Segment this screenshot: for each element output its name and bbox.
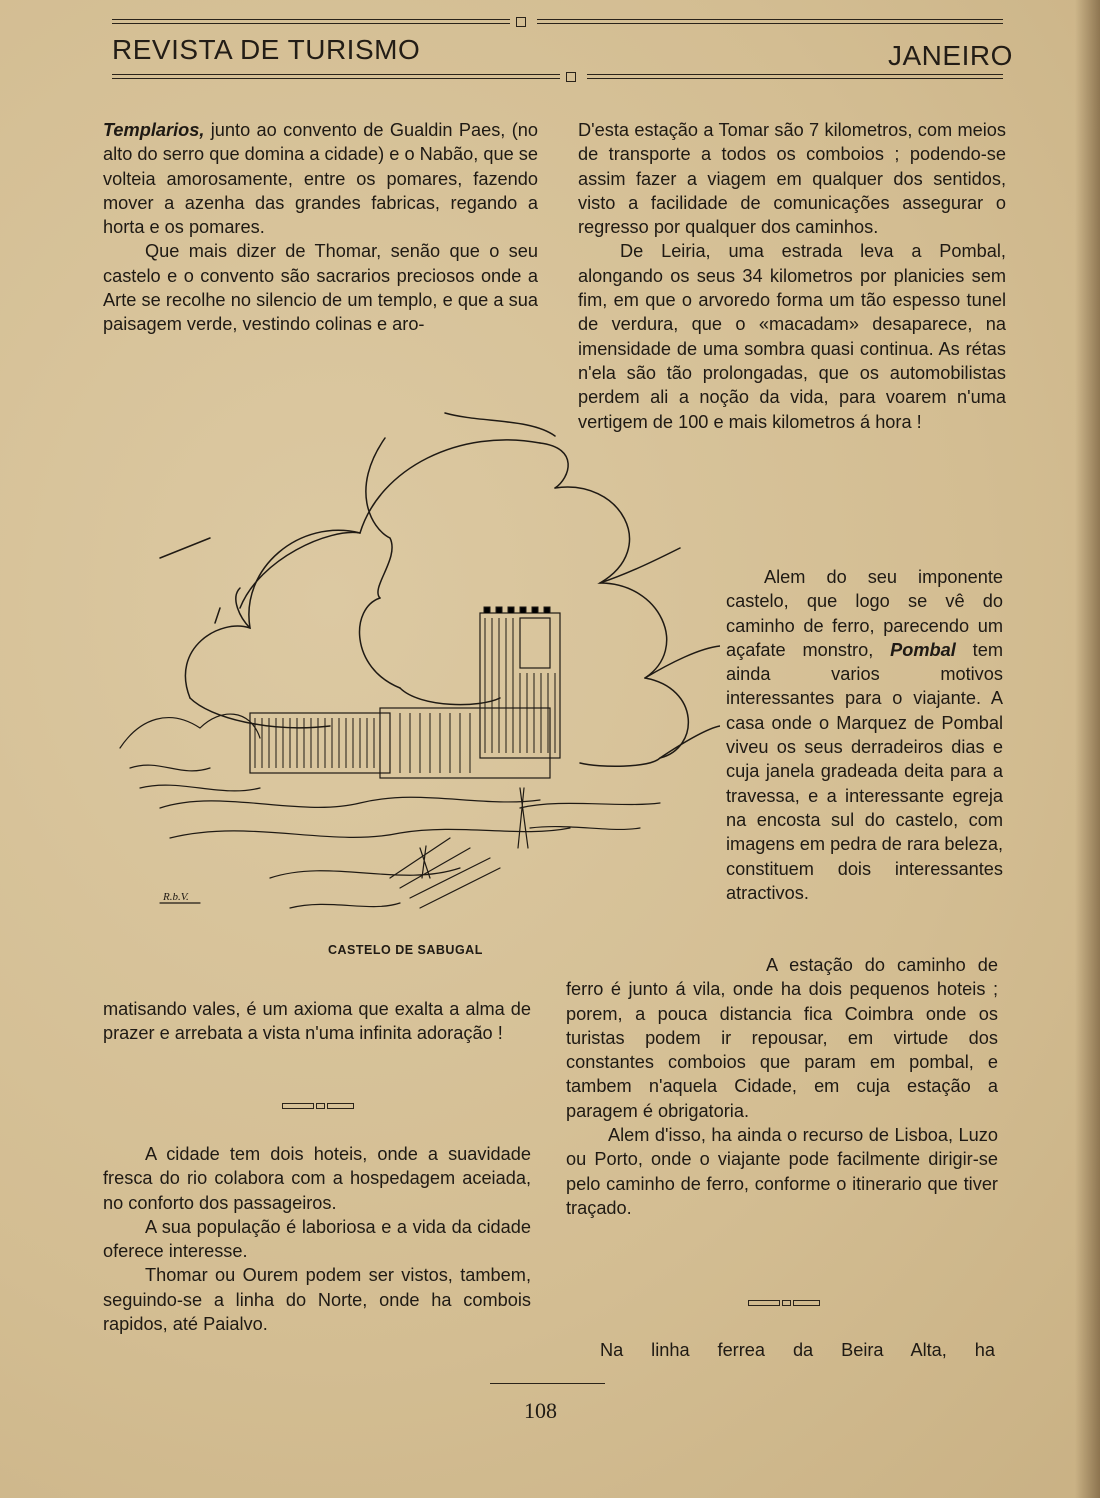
paragraph-thomar: Que mais dizer de Thomar, senão que o seu castelo e o convento são sacrarios preciosos onde a Arte se recolhe no silencio de um templo, e que a sua paisagem verde, vestindo colinas e aro- xyxy=(103,241,538,335)
magazine-title: REVISTA DE TURISMO xyxy=(112,34,421,65)
right-column-pombal xyxy=(726,565,1003,905)
issue-month: JANEIRO xyxy=(888,40,1013,71)
section-ornament-left xyxy=(282,1103,354,1111)
svg-text:R.b.V.: R.b.V. xyxy=(163,891,189,903)
paragraph-matisando: matisando vales, é um axioma que exalta a alma de prazer e arrebata a vista n'uma infinita adoração ! xyxy=(103,999,531,1044)
page-number: 108 xyxy=(524,1398,557,1423)
paragraph-hotels: A cidade tem dois hoteis, onde a suavidade fresca do rio colabora com a hospedagem aceiada, no conforto dos passageiros. xyxy=(103,1144,531,1213)
paragraph-desta: D'esta estação a Tomar são 7 kilometros, com meios de transporte a todos os comboios ; podendo-se assim fazer a viagem em qualquer dos sentidos, visto a facilidade de comunicações assegurar o regresso por qualquer dos caminhos. xyxy=(578,120,1006,238)
right-column-station xyxy=(566,953,998,1220)
left-column-top xyxy=(103,118,538,337)
paragraph-pombal: Alem do seu imponente castelo, que logo se vê do caminho de ferro, parecendo um açafate monstro, Pombal tem ainda varios motivos interessantes para o viajante. A casa onde o Marquez de Pombal viveu os seus derradeiros dias e cuja janela gradeada deita para a travessa, e a interessante egreja na encosta sul do castelo, com imagens em pedra de rara beleza, constituem dois interessantes atractivos. xyxy=(726,567,1004,903)
paragraph-alem-disso: Alem d'isso, ha ainda o recurso de Lisboa, Luzo ou Porto, onde o viajante pode facilmente dirigir-se pelo caminho de ferro, conforme o itinerario que tiver traçado. xyxy=(566,1125,998,1218)
paragraph-templarios: junto ao convento de Gualdin Paes, (no alto do serro que domina a cidade) e o Nabão, que se volteia amorosamente, entre os pomares, fazendo mover a azenha das grandes fabricas, regando a horta e os pomares. xyxy=(103,120,538,238)
illustration-caption: CASTELO DE SABUGAL xyxy=(328,943,483,957)
right-column-beira xyxy=(600,1338,995,1362)
pombal-emphasis: Pombal xyxy=(890,639,956,660)
paragraph-ourem: Thomar ou Ourem podem ser vistos, tambem, seguindo-se a linha do Norte, onde ha combois rapidos, até Paialvo. xyxy=(103,1265,531,1335)
page-edge-shadow xyxy=(1075,0,1100,1498)
left-column-hotels xyxy=(103,1142,531,1336)
run-in-word: Templarios, xyxy=(103,120,205,140)
footer-rule xyxy=(490,1383,605,1384)
castle-illustration xyxy=(100,408,720,936)
paragraph-leiria: De Leiria, uma estrada leva a Pombal, alongando os seus 34 kilometros por planicies sem fim, em que o arvoredo forma um tão espesso tunel de verdura, que o «macadam» desaparece, na imensidade de uma sombra quasi continua. As rétas n'ela são tão prolongadas, que os automobilistas perdem ali a noção da vida, para voarem n'uma vertigem de 100 e mais kilometros á hora ! xyxy=(578,241,1006,432)
left-column-bottom xyxy=(103,997,531,1046)
paragraph-estacao: A estação do caminho de ferro é junto á vila, onde ha dois pequenos hoteis ; porem, a pouca distancia fica Coimbra onde os turistas podem ir repousar, em virtude dos constantes comboios que param em pombal, e tambem n'aquela Cidade, em cuja estação a paragem é obrigatoria. xyxy=(566,955,998,1121)
paragraph-beira-alta: Na linha ferrea da Beira Alta, ha xyxy=(600,1340,995,1360)
section-ornament-right xyxy=(748,1300,820,1308)
right-column xyxy=(578,118,1006,434)
paragraph-population: A sua população é laboriosa e a vida da cidade oferece interesse. xyxy=(103,1216,531,1262)
